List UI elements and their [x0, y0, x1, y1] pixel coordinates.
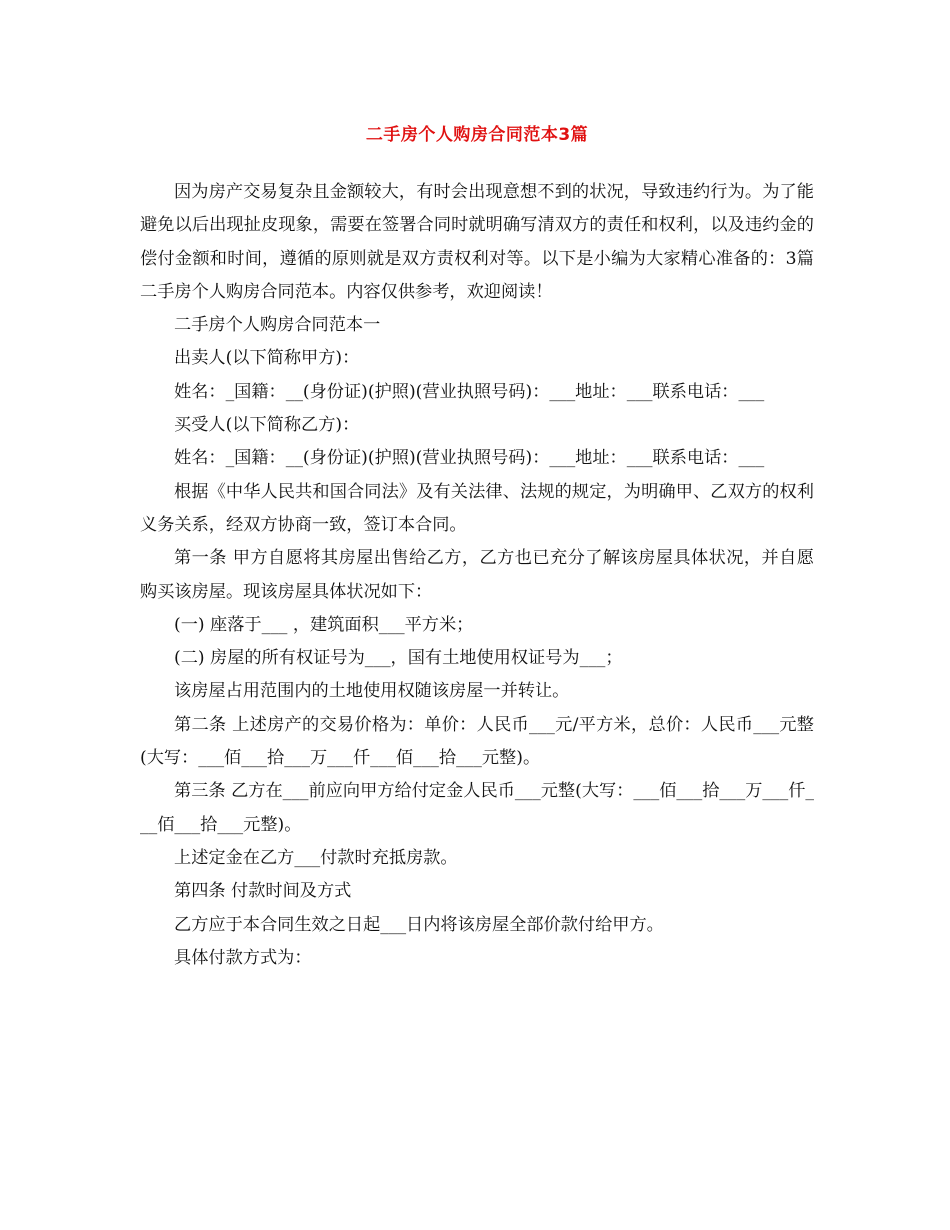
paragraph-item-1: (一) 座落于___ ，建筑面积___平方米； [174, 614, 474, 635]
paragraph-buyer-label: 买受人(以下简称乙方)： [174, 415, 360, 436]
paragraph-contract-heading: 二手房个人购房合同范本一 [174, 315, 381, 336]
paragraph-legal-basis: 根据《中华人民共和国合同法》及有关法律、法规的规定，为明确甲、乙双方的权利义务关系，经双方协商一致，签订本合同。 [140, 481, 814, 535]
paragraph-payment-method: 具体付款方式为： [174, 947, 312, 968]
paragraph-article-1: 第一条 甲方自愿将其房屋出售给乙方，乙方也已充分了解该房屋具体状况，并自愿购买该房屋。现该房屋具体状况如下： [140, 548, 814, 602]
paragraph-seller-label: 出卖人(以下简称甲方)： [174, 348, 360, 369]
paragraph-seller-info: 姓名：_国籍：__(身份证)(护照)(营业执照号码)：___地址：___联系电话：___ [174, 381, 765, 402]
paragraph-article-2: 第二条 上述房产的交易价格为：单价：人民币___元/平方米，总价：人民币___元整(大写：___佰___拾___万___仟___佰___拾___元整)。 [140, 714, 814, 769]
paragraph-intro: 因为房产交易复杂且金额较大，有时会出现意想不到的状况，导致违约行为。为了能避免以后出现扯皮现象，需要在签署合同时就明确写清双方的责任和权利，以及违约金的偿付金额和时间，遵循的原则就是双方责权利对等。以下是小编为大家精心准备的：3篇二手房个人购房合同范本。内容仅供参考，欢迎阅读！ [140, 182, 814, 302]
paragraph-payment-deadline: 乙方应于本合同生效之日起___日内将该房屋全部价款付给甲方。 [174, 914, 664, 935]
paragraph-deposit: 上述定金在乙方___付款时充抵房款。 [174, 847, 458, 868]
document-page [140, 118, 814, 975]
paragraph-land-use: 该房屋占用范围内的土地使用权随该房屋一并转让。 [174, 681, 570, 702]
document-title: 二手房个人购房合同范本3篇 [365, 125, 589, 145]
paragraph-article-3: 第三条 乙方在___前应向甲方给付定金人民币___元整(大写：___佰___拾___万___仟___佰___拾___元整)。 [140, 781, 814, 835]
paragraph-article-4: 第四条 付款时间及方式 [174, 881, 352, 902]
paragraph-buyer-info: 姓名：_国籍：__(身份证)(护照)(营业执照号码)：___地址：___联系电话：___ [174, 448, 765, 469]
document-body [140, 176, 814, 975]
paragraph-item-2: (二) 房屋的所有权证号为___，国有土地使用权证号为___； [174, 648, 623, 669]
